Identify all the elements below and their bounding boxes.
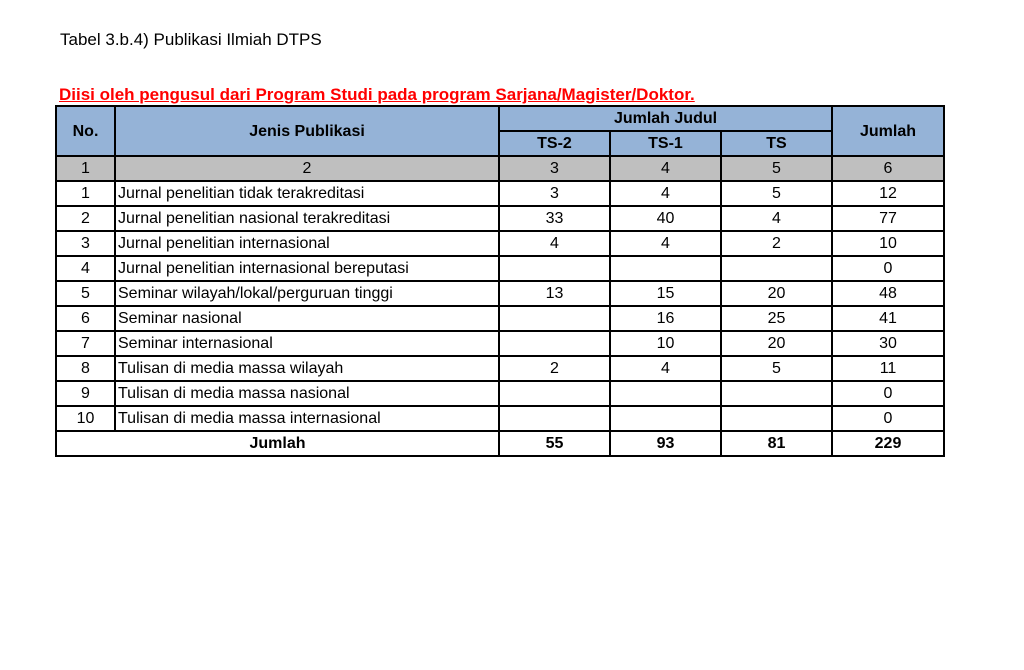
header-ts-1: TS-1	[610, 131, 721, 156]
table-row	[56, 356, 944, 381]
table-row	[56, 256, 944, 281]
total-ts: 81	[721, 431, 832, 456]
cell-no: 3	[56, 231, 115, 256]
cell-no: 1	[56, 181, 115, 206]
cell-jenis-publikasi: Jurnal penelitian internasional bereputasi	[115, 256, 499, 281]
total-label: Jumlah	[56, 431, 499, 456]
cell-jumlah: 12	[832, 181, 944, 206]
cell-ts-2: 2	[499, 356, 610, 381]
cell-no: 4	[56, 256, 115, 281]
cell-ts-1	[610, 406, 721, 431]
total-row	[56, 431, 944, 456]
column-number: 6	[832, 156, 944, 181]
table-row	[56, 331, 944, 356]
cell-jumlah: 11	[832, 356, 944, 381]
table-row	[56, 206, 944, 231]
cell-jumlah: 0	[832, 256, 944, 281]
cell-jenis-publikasi: Jurnal penelitian nasional terakreditasi	[115, 206, 499, 231]
table-row	[56, 281, 944, 306]
cell-jumlah: 0	[832, 381, 944, 406]
header-ts: TS	[721, 131, 832, 156]
header-jenis-publikasi: Jenis Publikasi	[115, 106, 499, 156]
cell-ts-1	[610, 256, 721, 281]
cell-ts-2: 33	[499, 206, 610, 231]
cell-ts: 25	[721, 306, 832, 331]
column-number: 4	[610, 156, 721, 181]
total-ts-1: 93	[610, 431, 721, 456]
cell-ts-2	[499, 406, 610, 431]
cell-ts-1: 4	[610, 181, 721, 206]
table-row	[56, 406, 944, 431]
cell-no: 9	[56, 381, 115, 406]
cell-jenis-publikasi: Seminar nasional	[115, 306, 499, 331]
cell-ts-2	[499, 256, 610, 281]
instruction-text: Diisi oleh pengusul dari Program Studi pada program Sarjana/Magister/Doktor.	[59, 85, 695, 104]
cell-jumlah: 77	[832, 206, 944, 231]
cell-ts: 2	[721, 231, 832, 256]
table-row	[56, 181, 944, 206]
cell-ts: 20	[721, 281, 832, 306]
cell-ts-1: 15	[610, 281, 721, 306]
cell-no: 6	[56, 306, 115, 331]
cell-no: 7	[56, 331, 115, 356]
cell-jenis-publikasi: Tulisan di media massa internasional	[115, 406, 499, 431]
cell-jumlah: 48	[832, 281, 944, 306]
cell-jenis-publikasi: Tulisan di media massa nasional	[115, 381, 499, 406]
cell-jenis-publikasi: Tulisan di media massa wilayah	[115, 356, 499, 381]
cell-jenis-publikasi: Jurnal penelitian tidak terakreditasi	[115, 181, 499, 206]
total-ts-2: 55	[499, 431, 610, 456]
publication-table	[55, 105, 945, 457]
cell-ts-1: 4	[610, 356, 721, 381]
column-number: 1	[56, 156, 115, 181]
total-jumlah: 229	[832, 431, 944, 456]
cell-ts: 5	[721, 356, 832, 381]
column-number: 2	[115, 156, 499, 181]
cell-no: 8	[56, 356, 115, 381]
column-number-row	[56, 156, 944, 181]
cell-no: 2	[56, 206, 115, 231]
cell-jenis-publikasi: Seminar internasional	[115, 331, 499, 356]
document-title: Tabel 3.b.4) Publikasi Ilmiah DTPS	[60, 30, 322, 49]
cell-jumlah: 0	[832, 406, 944, 431]
cell-ts: 20	[721, 331, 832, 356]
header-no: No.	[56, 106, 115, 156]
cell-ts-1	[610, 381, 721, 406]
cell-no: 5	[56, 281, 115, 306]
cell-jumlah: 10	[832, 231, 944, 256]
header-jumlah: Jumlah	[832, 106, 944, 156]
cell-ts-2	[499, 381, 610, 406]
cell-jumlah: 30	[832, 331, 944, 356]
cell-jenis-publikasi: Jurnal penelitian internasional	[115, 231, 499, 256]
cell-ts: 4	[721, 206, 832, 231]
cell-ts-2	[499, 331, 610, 356]
table-row	[56, 231, 944, 256]
cell-jumlah: 41	[832, 306, 944, 331]
cell-ts	[721, 406, 832, 431]
table-row	[56, 306, 944, 331]
column-number: 3	[499, 156, 610, 181]
cell-no: 10	[56, 406, 115, 431]
cell-ts-1: 10	[610, 331, 721, 356]
table-row	[56, 381, 944, 406]
cell-ts	[721, 256, 832, 281]
cell-ts	[721, 381, 832, 406]
cell-ts-1: 16	[610, 306, 721, 331]
cell-ts-2: 4	[499, 231, 610, 256]
cell-ts-1: 40	[610, 206, 721, 231]
cell-ts-1: 4	[610, 231, 721, 256]
cell-ts-2: 3	[499, 181, 610, 206]
cell-ts-2	[499, 306, 610, 331]
column-number: 5	[721, 156, 832, 181]
cell-ts: 5	[721, 181, 832, 206]
cell-ts-2: 13	[499, 281, 610, 306]
header-jumlah-judul: Jumlah Judul	[499, 106, 832, 131]
cell-jenis-publikasi: Seminar wilayah/lokal/perguruan tinggi	[115, 281, 499, 306]
header-ts-2: TS-2	[499, 131, 610, 156]
